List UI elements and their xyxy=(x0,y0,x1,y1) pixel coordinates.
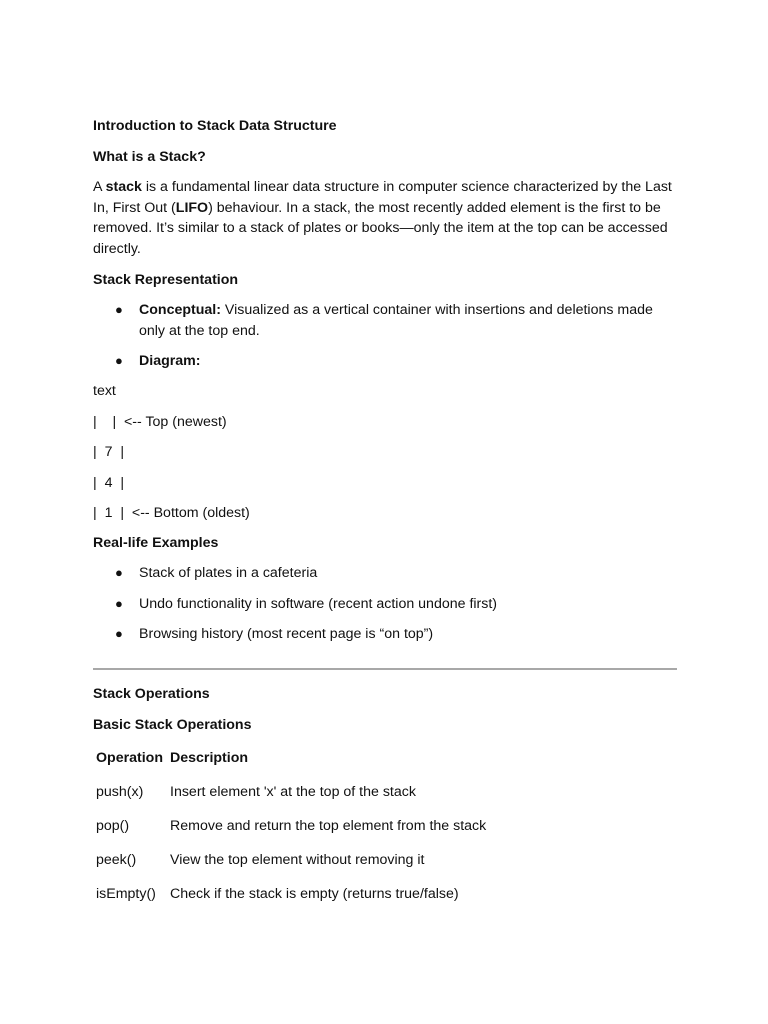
table-cell-operation: pop() xyxy=(96,818,130,834)
table-header-description: Description xyxy=(170,750,249,766)
diagram-line: | 1 | <-- Bottom (oldest) xyxy=(93,505,250,521)
bullet-icon: ● xyxy=(115,596,123,611)
horizontal-divider xyxy=(93,668,677,670)
intro-text-2: is a fundamental linear data structure in computer science characterized by the Last In, First Out ( xyxy=(93,179,672,216)
list-item-text: Browsing history (most recent page is “on top”) xyxy=(139,626,434,642)
table-cell-description: Insert element 'x' at the top of the stack xyxy=(170,784,416,800)
table-cell-description: View the top element without removing it xyxy=(170,852,425,868)
list-item-label: Diagram: xyxy=(139,353,201,369)
operations-heading: Stack Operations xyxy=(93,686,210,702)
diagram-line: | 4 | xyxy=(93,475,125,491)
list-item-text xyxy=(139,300,659,341)
list-item-text: Undo functionality in software (recent action undone first) xyxy=(139,596,498,612)
bullet-icon: ● xyxy=(115,565,123,580)
what-is-heading: What is a Stack? xyxy=(93,149,206,165)
intro-text-3: ) behaviour. In a stack, the most recently added element is the first to be removed. It’s similar to a stack of plates or books—only the item at the top can be accessed directly. xyxy=(93,199,668,258)
bullet-icon: ● xyxy=(115,353,123,368)
intro-lifo-term: LIFO xyxy=(175,199,209,216)
list-item-body: Visualized as a vertical container with insertions and deletions made only at the top end. xyxy=(139,302,653,339)
bullet-icon: ● xyxy=(115,302,123,317)
examples-heading: Real-life Examples xyxy=(93,535,219,551)
list-item-label: Conceptual: xyxy=(139,302,221,318)
table-cell-description: Check if the stack is empty (returns true/false) xyxy=(170,886,459,902)
table-cell-description: Remove and return the top element from the stack xyxy=(170,818,487,834)
diagram-line: | | <-- Top (newest) xyxy=(93,414,227,430)
diagram-lang-label: text xyxy=(93,383,116,399)
diagram-line: | 7 | xyxy=(93,444,125,460)
table-cell-operation: push(x) xyxy=(96,784,144,800)
table-cell-operation: isEmpty() xyxy=(96,886,156,902)
representation-heading: Stack Representation xyxy=(93,272,239,288)
intro-stack-term: stack xyxy=(105,179,142,195)
basic-operations-heading: Basic Stack Operations xyxy=(93,717,252,733)
table-cell-operation: peek() xyxy=(96,852,137,868)
document-title: Introduction to Stack Data Structure xyxy=(93,118,337,134)
intro-text-1: A xyxy=(93,179,106,195)
list-item-text: Stack of plates in a cafeteria xyxy=(139,565,318,581)
bullet-icon: ● xyxy=(115,626,123,641)
list-item-text xyxy=(139,351,659,372)
table-header-operation: Operation xyxy=(96,750,164,766)
intro-paragraph xyxy=(93,177,677,260)
